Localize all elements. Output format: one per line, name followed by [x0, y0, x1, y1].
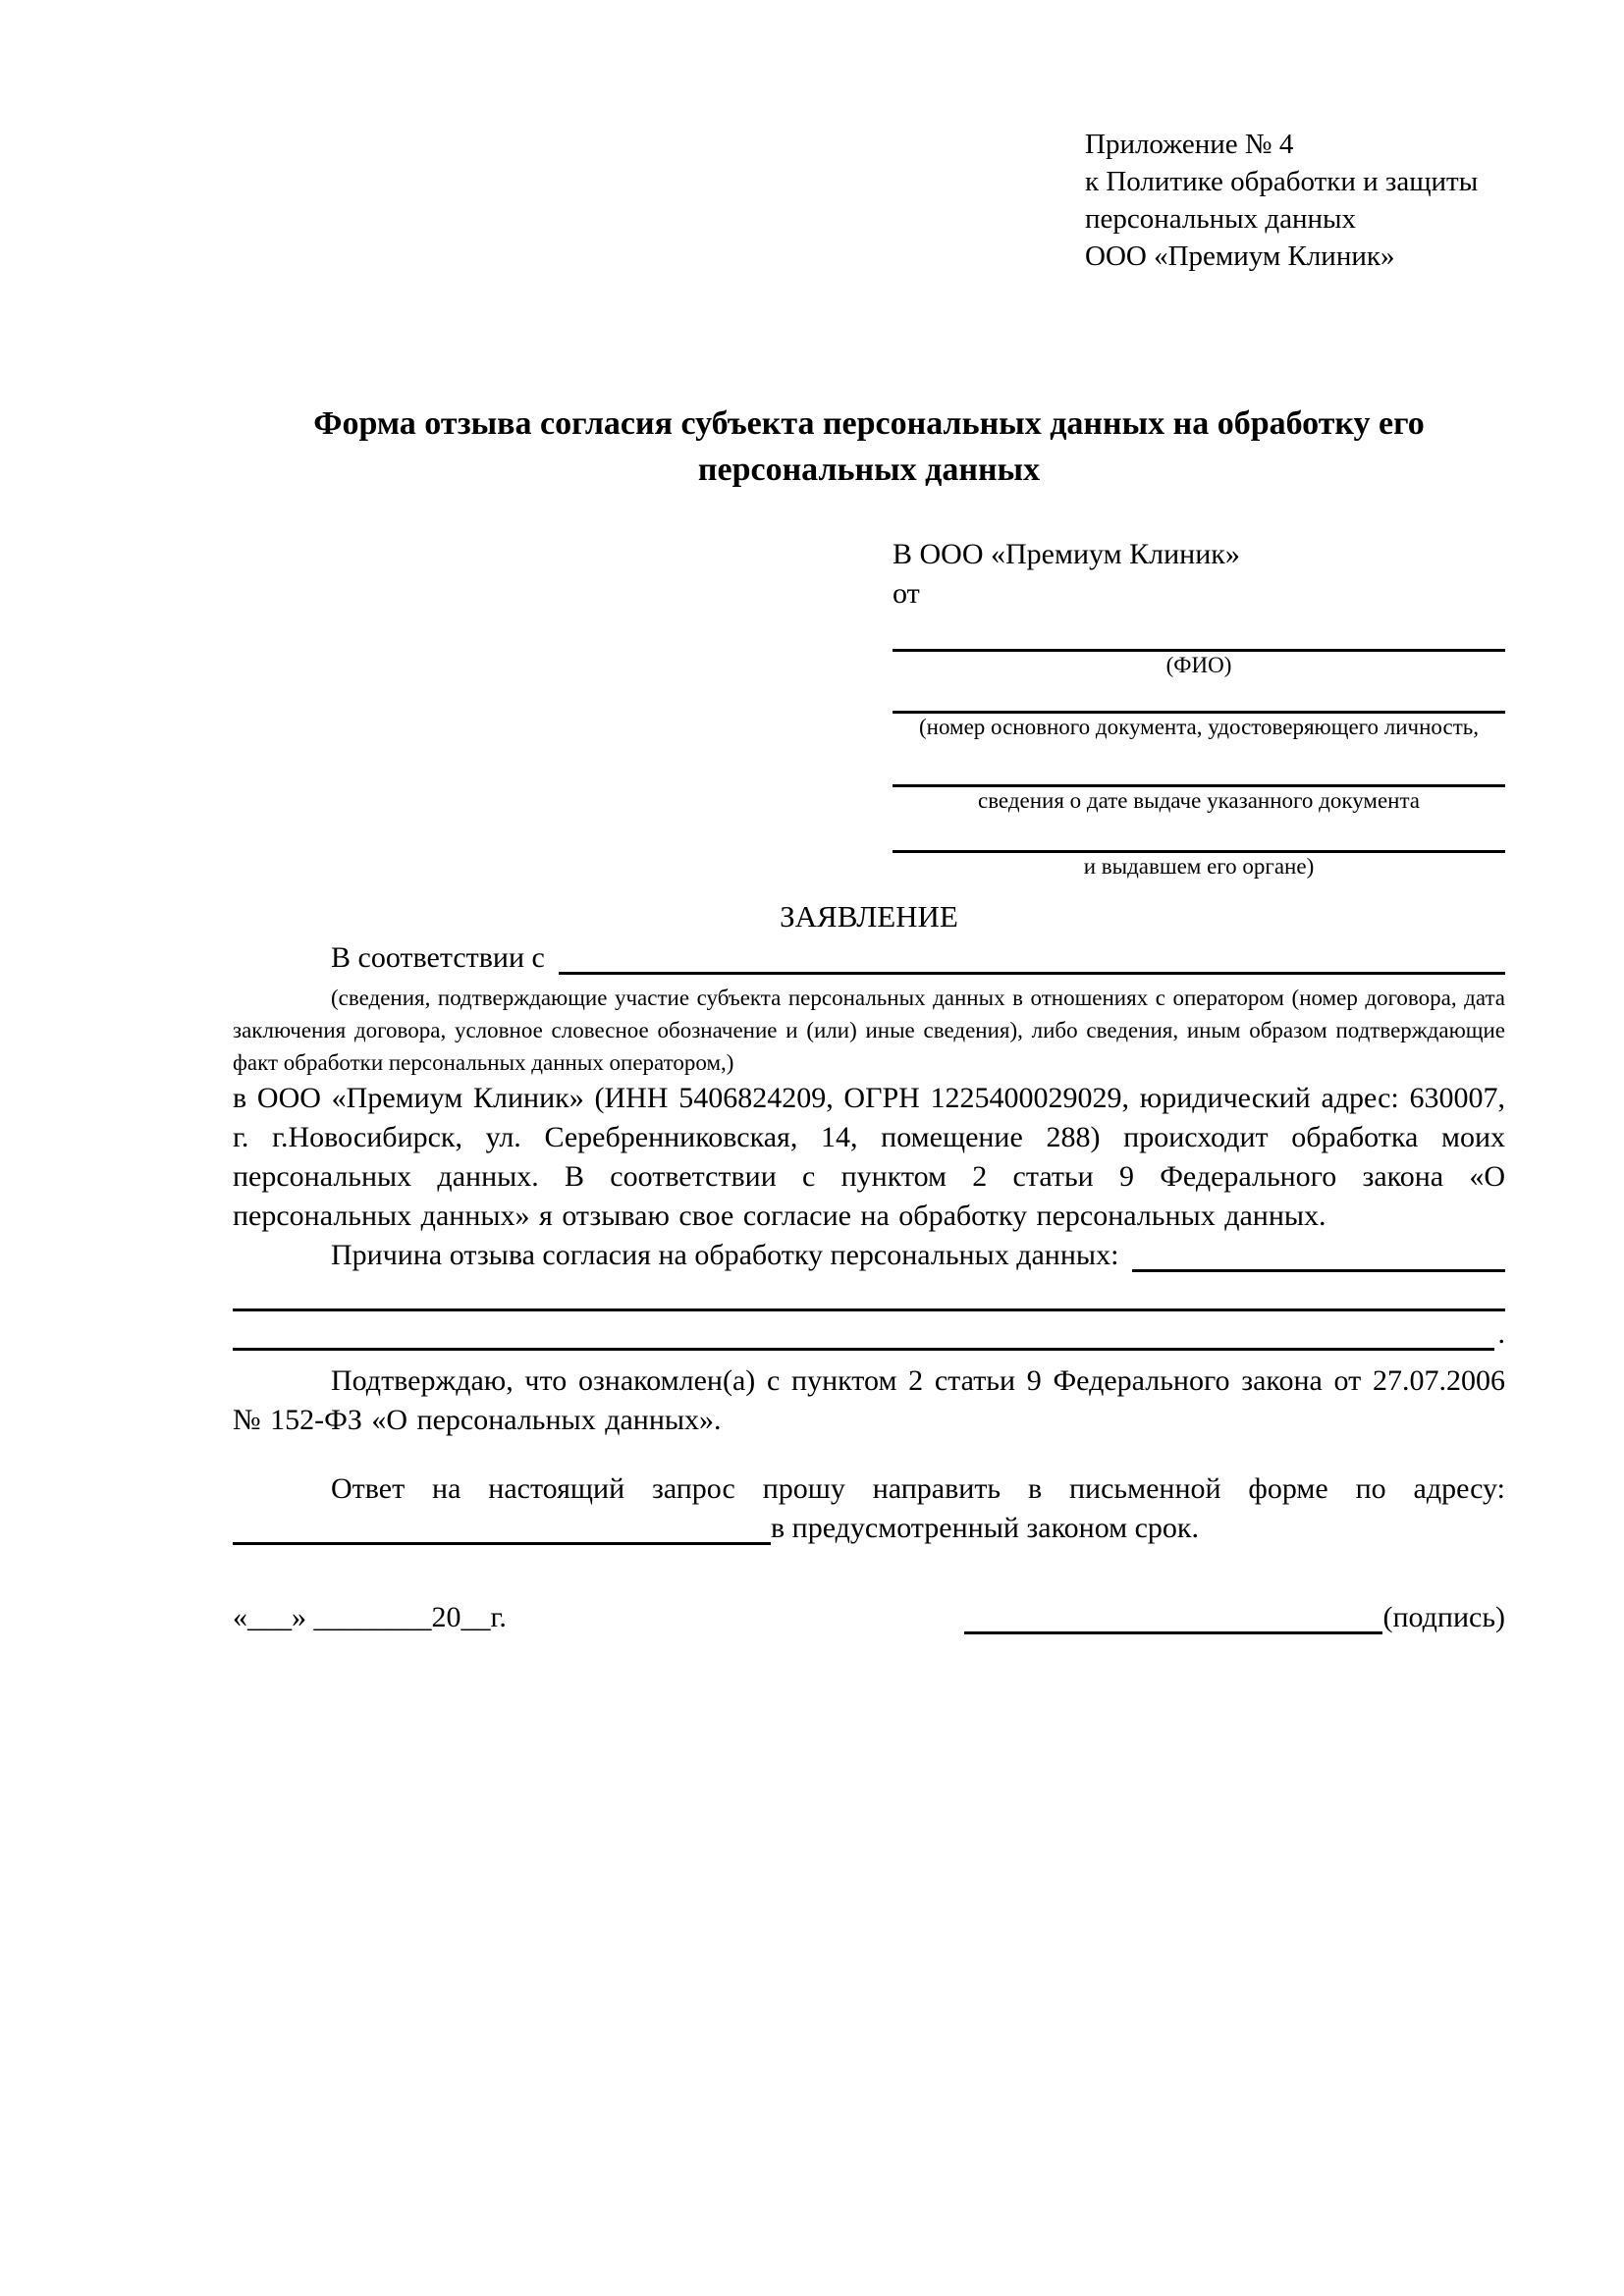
reason-label: Причина отзыва согласия на обработку персональных данных: — [331, 1239, 1119, 1271]
reply-tail-text: в предусмотренный законом срок. — [771, 1512, 1199, 1544]
signature-caption: (подпись) — [1382, 1601, 1505, 1633]
accordance-footnote: (сведения, подтверждающие участие субъекта персональных данных в отношениях с оператором (номер договора, дата заключения договора, условное словесное обозначение и (или) иные сведения), либо сведения, иным образом подтверждающие факт обработки персональных данных оператором,) — [233, 986, 1505, 1075]
main-paragraph: в ООО «Премиум Клиник» (ИНН 5406824209, ОГРН 1225400029029, юридический адрес: 630007, г. г.Новосибирск, ул. Серебренниковская, 14, помещение 288) происходит обработка моих персональных данных. В соответствии с пунктом 2 статьи 9 Федерального закона «О персональных данных» я отзываю свое согласие на обработку персональных данных. — [233, 1082, 1505, 1232]
confirmation-paragraph: Подтверждаю, что ознакомлен(а) с пунктом 2 статьи 9 Федерального закона от 27.07.2006 № 152-ФЗ «О персональных данных». — [233, 1364, 1505, 1436]
reason-row — [233, 1236, 1505, 1275]
appendix-line: Приложение № 4 — [1085, 129, 1294, 160]
reason-blank-line-2 — [233, 1275, 1505, 1311]
reason-blank-line — [1132, 1236, 1505, 1272]
fio-caption: (ФИО) — [1165, 653, 1232, 677]
appendix-line: персональных данных — [1085, 203, 1357, 235]
document-title: Форма отзыва согласия субъекта персональных данных на обработку его персональных данных — [313, 405, 1425, 488]
accordance-label: В соответствии с — [331, 941, 545, 974]
reason-continuation-row — [233, 1275, 1505, 1314]
accordance-blank-line — [559, 938, 1505, 975]
identity-document-caption: (номер основного документа, удостоверяющего личность, — [918, 715, 1479, 739]
date-signature-row — [233, 1598, 1505, 1637]
reason-end-punctuation: . — [1497, 1317, 1505, 1350]
statement-body — [233, 938, 1505, 1548]
appendix-reference-block — [1085, 126, 1478, 275]
reason-blank-line-3 — [233, 1314, 1494, 1351]
reply-paragraph: Ответ на настоящий запрос прошу направить в письменной форме по адресу: — [331, 1472, 1505, 1505]
reply-address-row — [233, 1509, 1505, 1548]
statement-heading: ЗАЯВЛЕНИЕ — [780, 899, 958, 934]
addressee-block — [893, 535, 1505, 881]
signature-group — [964, 1598, 1505, 1637]
appendix-line: ООО «Премиум Клиник» — [1085, 240, 1395, 272]
signature-blank-line — [964, 1598, 1382, 1634]
reason-continuation-row — [233, 1314, 1505, 1354]
reply-address-blank-line — [233, 1509, 771, 1545]
issue-date-caption: сведения о дате выдаче указанного документа — [977, 788, 1421, 813]
date-blank-text: «___» ________20__г. — [233, 1601, 507, 1633]
addressee-from-label: от — [893, 577, 920, 610]
appendix-line: к Политике обработки и защиты — [1085, 166, 1479, 197]
issuing-authority-caption: и выдавшем его органе) — [1083, 854, 1315, 879]
accordance-row — [233, 938, 1505, 978]
addressee-to: В ООО «Премиум Клиник» — [893, 538, 1240, 570]
